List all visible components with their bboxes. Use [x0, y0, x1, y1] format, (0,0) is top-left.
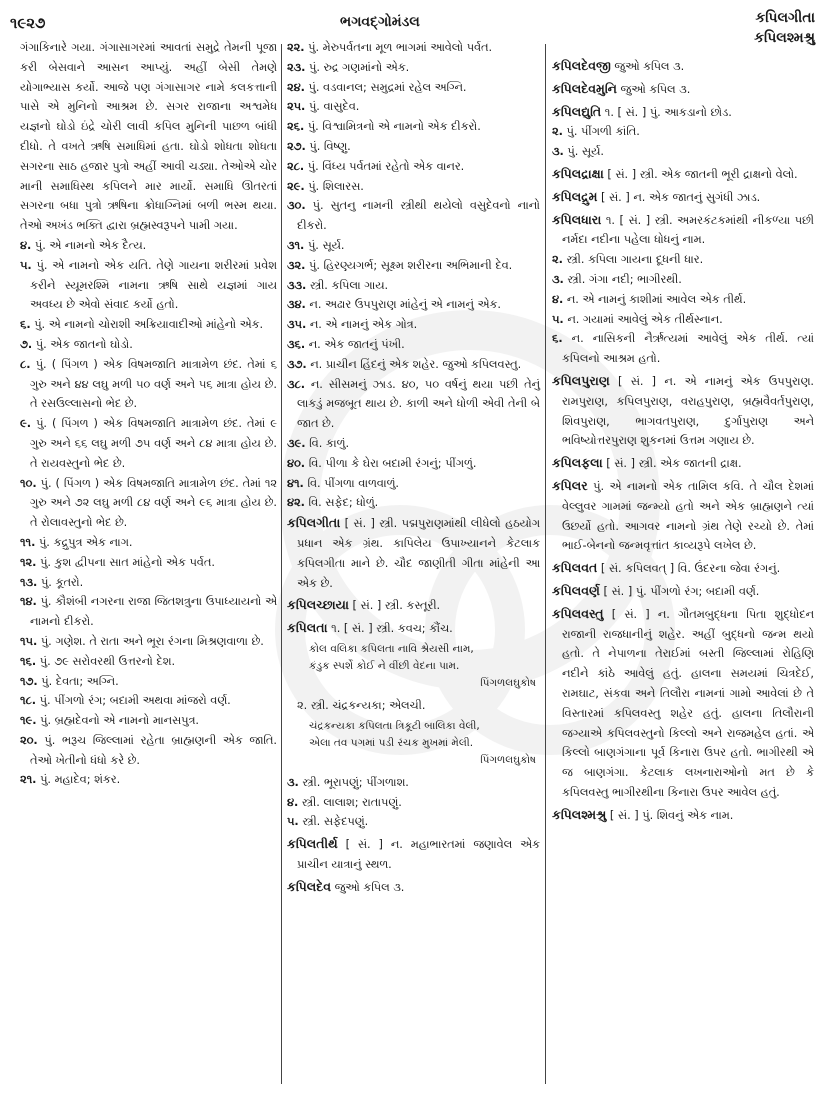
- entry-kapiladyuti: [552, 102, 814, 162]
- sense: [287, 58, 540, 78]
- sense-text: પું. કુશ દ્વીપના સાત માંહેનો એક પર્વત.: [40, 555, 215, 569]
- sense-text: સ્ત્રી. ગંગા નદી; ભાગીરથી.: [567, 272, 682, 286]
- sense: [287, 812, 540, 832]
- sense-text: પું. કૂતરો.: [40, 575, 84, 589]
- sense-text: ન. એક જાતનું પંખી.: [308, 337, 405, 351]
- sense: [20, 236, 277, 256]
- sense-text: પું. કદ્રુપુત્ર એક નાગ.: [38, 535, 133, 549]
- sense-number: ૨૮.: [287, 159, 305, 173]
- sense-number: ૩૨.: [287, 258, 306, 272]
- sense-number: ૨૨.: [287, 41, 305, 54]
- sense: [20, 731, 277, 771]
- sense-text: પું. એક જાતનો ઘોડો.: [35, 337, 133, 351]
- sense-number: ૩૧.: [287, 238, 305, 252]
- headword: કપિલશ્મશ્રુ: [552, 806, 607, 822]
- sense-number: ૧૩.: [20, 575, 38, 589]
- headword: કપિલવસ્તુ: [552, 605, 604, 621]
- headword: કપિલદેવ: [287, 878, 331, 894]
- sense: [20, 592, 277, 632]
- sense: [20, 533, 277, 553]
- sense: [552, 270, 814, 290]
- entry-kapilata: [287, 618, 540, 832]
- sense-text: સ્ત્રી. લાલાશ; રાતાપણું.: [301, 795, 402, 809]
- definition: ૧. [ સં. ] સ્ત્રી. અમરકંટકમાંથી નીકળ્યા પછી નર્મદા નદીના પહેલા ધોધનું નામ.: [562, 213, 815, 247]
- sense-text: વિ. સફેદ; ધોળું.: [308, 496, 379, 510]
- column-3: [552, 38, 814, 827]
- sense: [287, 276, 540, 296]
- sense-number: ૪૧.: [287, 476, 304, 490]
- sense-number: ૩૪.: [287, 298, 306, 312]
- sense: [287, 157, 540, 177]
- definition: [ સં. ] પું. શિવનું એક નામ.: [609, 808, 734, 822]
- sense-text: સ્ત્રી. કપિલા ગાય.: [309, 278, 389, 292]
- sense: [287, 375, 540, 434]
- sense-number: ૩.: [552, 272, 564, 286]
- sense-number: ૩.: [287, 775, 299, 789]
- sense-number: ૨૭.: [287, 139, 306, 153]
- dictionary-entry: [287, 834, 540, 875]
- sense-number: ૧૦.: [20, 476, 37, 490]
- entry-list: [552, 164, 814, 208]
- sense-number: ૧૪.: [20, 595, 37, 609]
- sense: [552, 290, 814, 310]
- entry-list: [287, 513, 540, 616]
- definition: [ સં. ] ન. એક જાતનું સુગંધી ઝાડ.: [601, 190, 761, 204]
- definition: ૧. [ સં. ] પું. આકડાનો છોડ.: [604, 105, 732, 119]
- sense-number: ૧૧.: [20, 535, 36, 549]
- dictionary-entry: [287, 513, 540, 593]
- sense-number: ૪.: [552, 292, 564, 306]
- definition: [ સં. ] સ્ત્રી. કસ્તૂરી.: [352, 599, 441, 613]
- sense-number: ૪૨.: [287, 496, 305, 510]
- sense-text: ન. નાસિકની નૈર્ઋત્યમાં આવેલું એક તીર્થ. ત્યાં કપિલનો આશ્રમ હતો.: [562, 332, 814, 366]
- sense-number: ૩૩.: [287, 278, 307, 292]
- entry-kapiladhara: [552, 210, 814, 369]
- sense-number: ૧૭.: [20, 674, 38, 688]
- sense: [287, 117, 540, 137]
- sense-number: ૩૦.: [287, 199, 306, 213]
- sense-number: ૫.: [287, 815, 299, 829]
- sense: [287, 335, 540, 355]
- sense-text: ન. એ નામનું એક ગોત્ર.: [309, 318, 418, 332]
- sense: [287, 38, 540, 58]
- sense-text: પું. બ્રહ્મદેવનો એ નામનો માનસપુત્ર.: [40, 714, 200, 728]
- verse-source: પિંગળલઘુકોષ: [480, 676, 536, 689]
- sense-number: ૧૯.: [20, 714, 37, 728]
- verse-quote: [287, 641, 540, 675]
- sense-number: ૪.: [287, 795, 299, 809]
- sense-number: ૨.: [552, 253, 563, 267]
- sense-text: પું. વિશ્વામિત્રનો એ નામનો એક દીકરો.: [307, 120, 481, 134]
- sense-text: પું. મેરુપર્વતના મૂળ ભાગમાં આવેલો પર્વત.: [308, 41, 493, 54]
- definition: [ સં. ] પું. પીંગળો રંગ; બદામી વર્ણ.: [603, 584, 760, 598]
- dictionary-entry: [552, 581, 814, 602]
- entry-list: [287, 834, 540, 897]
- sense-text: પું. રુદ્ર ગણમાંનો એક.: [309, 60, 410, 74]
- sense-text: ન. સીસમનું ઝાડ. ૪૦, ૫૦ વર્ષનું થયા પછી તેનું લાકડું મજબૂત થાય છે. કાળી અને ધોળી એવી તેની બે જાત છે.: [297, 377, 540, 431]
- guide-word-first: કપિલગીતા: [755, 10, 815, 26]
- dictionary-entry: [552, 558, 814, 579]
- headword: કપિલતા: [287, 620, 328, 636]
- sense: [552, 310, 814, 330]
- definition: જુઓ કપિલ ૩.: [620, 82, 691, 96]
- verse-line: ચંદ્રકન્યકા કપિલતા ત્રિકૂટી બાલિકા વેલી,: [309, 719, 480, 732]
- column-divider: [545, 44, 546, 1084]
- dictionary-entry: [552, 453, 814, 474]
- sense-text: પું. કૌશંબી નગરના રાજા જિતશત્રુના ઉપાધ્યાયનો એ નામનો દીકરો.: [30, 595, 277, 629]
- sense-number: ૨૦.: [20, 733, 38, 747]
- verse-line: કોલ વલિકા કપિલતા નાવિ શ્રેયસી નામ,: [309, 642, 474, 655]
- dictionary-entry: [552, 56, 814, 77]
- sense: [287, 177, 540, 197]
- sense-number: ૨.: [552, 125, 563, 139]
- column-2: [287, 38, 540, 899]
- sense: [287, 295, 540, 315]
- sense-text: વિ. પીંગળા વાળવાળું.: [307, 476, 400, 490]
- verse-line: એલા તવ પગમાં પડી રંચક મુખમાં મેલી.: [309, 736, 474, 749]
- sense-text: પું. દેવતા; અગ્નિ.: [41, 674, 119, 688]
- definition: પું. એ નામનો એક તામિલ કવિ. તે ચૌલ દેશમાં વેલ્લુવર ગામમાં જન્મ્યો હતો અને એક બ્રાહ્મણને ત્યાં ઉછર્યો હતો. આગવર નામનો ગ્રંથ તેણે રચ્યો છે. તેમાં ભાઈ-બેનનો જન્મવૃત્તાંત કાવ્યરૂપે લખેલ છે.: [562, 479, 815, 553]
- sense-number: ૪.: [20, 238, 32, 252]
- sense-text: ન. ગયામાં આવેલું એક તીર્થસ્નાન.: [567, 312, 723, 326]
- headword: કપિલવર્ણ: [552, 582, 600, 598]
- sense: [287, 355, 540, 375]
- sense-text: પું. ( પિંગળ ) એક વિષમજાતિ માત્રામેળ છંદ. તેમાં ૯ ગુરુ અને ૬૬ લઘુ મળી ૭૫ વર્ણ અને ૮૪ માત્રા હોય છે. તે રાયવસ્તુનો ભેદ છે.: [30, 417, 277, 470]
- headword: કપિલફલા: [552, 455, 603, 471]
- dictionary-entry: [552, 79, 814, 100]
- sense: [552, 250, 814, 270]
- definition: [ સં. કપિલવત્ ] વિ. ઉંદરના જેવા રંગનું.: [600, 562, 781, 576]
- headword: કપિલદેવજી: [552, 58, 611, 73]
- page-header: [0, 0, 825, 46]
- sense: [287, 793, 540, 813]
- dictionary-entry: [287, 595, 540, 616]
- sense: [20, 573, 277, 593]
- sense: [20, 256, 277, 315]
- sense: [20, 770, 277, 790]
- sense-number: ૬.: [552, 332, 563, 346]
- sense-number: ૨૪.: [287, 80, 305, 94]
- sense: [287, 236, 540, 256]
- sense-number: ૨૩.: [287, 60, 306, 74]
- sense-text: પું. ૭૯ સરોવરથી ઉત્તરનો દેશ.: [39, 654, 176, 668]
- sense: [287, 137, 540, 157]
- sense-text: પું. એ નામનો ચોરાશી અક્રિયાવાદીઓ માંહેનો એક.: [34, 318, 264, 332]
- dictionary-entry: [287, 877, 540, 898]
- sense-text: વિ. પીળા કે ઘેરા બદામી રંગનું; પીંગળું.: [308, 456, 477, 470]
- sense-number: ૧૨.: [20, 555, 37, 569]
- sense-text: પું. વિષ્ણુ.: [309, 139, 351, 153]
- definition: ૧. [ સં. ] સ્ત્રી. કવચ; કૌંચ.: [331, 622, 453, 636]
- dictionary-entry: [552, 604, 814, 803]
- sense: [287, 256, 540, 276]
- sense-text: પું. ભરૂચ જિલ્લામાં રહેતા બ્રાહ્મણની એક જાતિ. તેઓ ખેતીનો ધંધો કરે છે.: [30, 733, 277, 767]
- sense-text: સ્ત્રી. સફેદપણું.: [302, 815, 369, 829]
- sense-list: [552, 122, 814, 162]
- sense-text: સ્ત્રી. કપિલા ગાયના દૂધની ધાર.: [566, 253, 704, 267]
- dictionary-entry: [552, 187, 814, 208]
- headword: કપિલધારા: [552, 211, 602, 227]
- headword: કપિલગીતા: [287, 515, 341, 531]
- sense-text: પું. એ નામનો એક યતિ. તેણે ગાયના શરીરમાં પ્રવેશ કરીને સ્યૂમરશ્મિ નામના ઋષિ સાથે યજ્ઞમાં ગાય અવધ્ય છે એવો સંવાદ કર્યો હતો.: [30, 258, 277, 312]
- sense-list: [20, 236, 277, 790]
- sense: [287, 97, 540, 117]
- sense: [287, 196, 540, 236]
- definition: [ સં. ] ન. ગૌતમબુદ્ધના પિતા શુદ્ધોદન રાજાની રાજધાનીનું શહેર. અહીં બુદ્ધનો જન્મ થયો હતો. તે નેપાળના તેરાઈમાં બસ્તી જિલ્લામાં રોહિણિ નદીને કાંઠે આવેલું હતું. હાલના સમયમાં ચિત્રદેઈ, રામઘાટ, સંકવા અને તિલૌરા નામનાં ગામો આવેલાં છે તે વિસ્તારમાં કપિલવસ્તુ શહેર હતું. હાલના તિલૌરાની જગ્યાએ કપિલવસ્તુનો કિલ્લો અને રાજમહેલ હતાં. એ કિલ્લો બાણગંગાના પૂર્વ કિનારા ઉપર હતો. ભાગીરથી એ જ બાણગંગા. કેટલાક લખનારાઓનો મત છે કે કપિલવસ્તુ ભાગીરથીના કિનારા ઉપર આવેલ હતું.: [562, 607, 815, 799]
- definition: જુઓ કપિલ ૩.: [614, 60, 685, 73]
- sense-number: ૧૮.: [20, 694, 37, 708]
- sense-number: ૨૬.: [287, 120, 305, 134]
- sense-text: વિ. કાળું.: [309, 436, 350, 450]
- sense-text: પું. એ નામનો એક દૈત્ય.: [34, 238, 147, 252]
- sense-number: ૭.: [20, 337, 33, 351]
- sense: [552, 122, 814, 142]
- definition: [ સં. ] સ્ત્રી. એક જાતની દ્રાક્ષ.: [606, 457, 742, 471]
- headword: કપિલતીર્થ: [287, 836, 338, 852]
- sense-text: ન. અઢાર ઉપપુરાણ માંહેનું એ નામનું એક.: [309, 298, 501, 312]
- headword: કપિલદ્રાક્ષા: [552, 165, 604, 181]
- sense: [287, 493, 540, 513]
- sense-text: પું. વડવાનલ; સમુદ્રમાં રહેલ અગ્નિ.: [308, 80, 467, 94]
- definition: [ સં. ] સ્ત્રી. પદ્મપુરાણમાંથી લીધેલો હઠયોગ પ્રધાન એક ગ્રંથ. કાપિલેય ઉપાખ્યાનને કેટલાક કપિલગીતા માને છે. ચૌદ જાણીતી ગીતા માંહેની આ એક છે.: [297, 517, 541, 590]
- sense: [20, 474, 277, 533]
- headword: કપિલચ્છાયા: [287, 597, 349, 613]
- sense-text: ન. એ નામનું કાશીમાં આવેલ એક તીર્થ.: [566, 292, 747, 306]
- sense-number: ૧૫.: [20, 634, 38, 648]
- sense-text: પું. મહાદેવ; શંકર.: [40, 773, 121, 787]
- sense-number: ૧૬.: [20, 654, 37, 668]
- sense: [20, 414, 277, 473]
- verse-source: પિંગળલઘુકોષ: [480, 753, 536, 766]
- sense: [287, 78, 540, 98]
- entry-list: [552, 371, 814, 826]
- sense-text: પું. સુતનુ નામની સ્ત્રીથી થયેલો વસુદેવનો નાનો દીકરો.: [297, 199, 541, 233]
- guide-word-last: કપિલશ્મશ્રુ: [754, 30, 815, 46]
- sense-number: ૮.: [20, 357, 31, 371]
- sense-text: સ્ત્રી. ભૂરાપણું; પીંગળાશ.: [302, 775, 409, 789]
- sense-number: ૩૯.: [287, 436, 306, 450]
- sense: [20, 691, 277, 711]
- page-number: ૧૯૨૭: [10, 14, 46, 32]
- headword: કપિલપુરાણ: [552, 372, 610, 388]
- sense: [20, 711, 277, 731]
- sense-number: ૪૦.: [287, 456, 306, 470]
- dictionary-entry: [552, 164, 814, 185]
- sense: [20, 335, 277, 355]
- sense-number: ૬.: [20, 318, 31, 332]
- definition: જુઓ કપિલ ૩.: [334, 880, 405, 894]
- sense-number: ૫.: [552, 312, 564, 326]
- headword: કપિલદ્રુમ: [552, 188, 598, 204]
- sense-text: પું. વાસુદેવ.: [308, 100, 360, 114]
- sense-text: પું. શિલારસ.: [308, 179, 364, 193]
- sense-list: [552, 250, 814, 369]
- sense-text: પું. સૂર્ય.: [307, 238, 345, 252]
- sense-list: [287, 773, 540, 832]
- sense-number: ૩૮.: [287, 377, 306, 391]
- sense: [287, 454, 540, 474]
- running-title: ભગવદ્ગોમંડલ: [340, 14, 420, 30]
- definition: [ સં. ] સ્ત્રી. એક જાતની ભૂરી દ્રાક્ષનો વેલો.: [607, 167, 798, 181]
- entry-continuation: ગંગાકિનારે ગયા. ગંગાસાગરમાં આવતાં સમુદ્રે તેમની પૂજા કરી બેસવાને આસન આપ્યું. અહીં બેસી તેમણે યોગાભ્યાસ કર્યો. આજે પણ ગંગાસાગર નામે કલકત્તાની પાસે એ મુનિનો આશ્રમ છે. સગર રાજાના અશ્વમેધ યજ્ઞનો ઘોડો ઇંદ્રે ચોરી લાવી કપિલ મુનિની પાછળ બાંધી દીધો. તે વખતે ઋષિ સમાધિમાં હતા. ઘોડો શોધતા શોધતા સગરના સાઠ હજાર પુત્રો અહીં આવી ચડ્યા. તેઓએ ચોર માની સમાધિસ્થ કપિલને માર માર્યો. સમાધિ ઊતરતાં સગરના બધા પુત્રો ઋષિના ક્રોધાગ્નિમાં બળી ભસ્મ થયા. તેઓ અખંડ ભક્તિ દ્વારા બ્રહ્મસ્વરૂપને પામી ગયા.: [20, 41, 277, 233]
- sense-text: પું. ( પિંગળ ) એક વિષમજાતિ માત્રામેળ છંદ. તેમાં ૧૨ ગુરુ અને ૭૨ લઘુ મળી ૮૪ વર્ણ અને ૯૬ માત્રા હોય છે. તે રોલાવસ્તુનો ભેદ છે.: [30, 476, 277, 530]
- sense-text: પું. પીંગળો રંગ; બદામી અથવા માંજરો વર્ણ.: [39, 694, 231, 708]
- sense: [287, 434, 540, 454]
- headword: કપિલદેવમુનિ: [552, 80, 617, 96]
- sense-number: ૨૯.: [287, 179, 305, 193]
- headword: કપિલર: [552, 477, 588, 493]
- sense-number: ૩૫.: [287, 318, 307, 332]
- sense-number: ૩૭.: [287, 357, 307, 371]
- definition: [ સં. ] ન. એ નામનું એક ઉપપુરાણ. રામપુરાણ, કપિલપુરાણ, વરાહપુરાણ, બ્રહ્મવૈવર્તપુરાણ, શિવપુરાણ, ભાગવતપુરાણ, દુર્ગાપુરાણ અને ભવિષ્યોત્તરપુરાણ શુકનમાં ઉત્તમ ગણાય છે.: [562, 374, 815, 448]
- sense: [552, 329, 814, 369]
- sense-number: ૯.: [20, 417, 31, 431]
- sense: [552, 142, 814, 162]
- sense: [20, 315, 277, 335]
- column-1: [20, 38, 277, 790]
- dictionary-entry: [552, 476, 814, 556]
- column-divider: [281, 44, 282, 1084]
- sense-list: [287, 38, 540, 513]
- sense: [287, 315, 540, 335]
- headword: કપિલદ્યુતિ: [552, 103, 602, 119]
- sense-text: પું. ગણેશ. તે રાતા અને ભૂરા રંગના મિશ્રણવાળા છે.: [40, 634, 264, 648]
- sense-number: ૨૫.: [287, 100, 306, 114]
- dictionary-entry: [552, 805, 814, 826]
- sense: [287, 474, 540, 494]
- sense: [20, 632, 277, 652]
- verse-quote: [287, 718, 540, 752]
- sense-number: ૩૬.: [287, 337, 306, 351]
- definition: [ સં. ] ન. મહાભારતમાં જણાવેલ એક પ્રાચીન યાત્રાનું સ્થળ.: [297, 838, 540, 871]
- dictionary-entry: [552, 371, 814, 451]
- sense-text: પું. વિંધ્ય પર્વતમાં રહેતો એક વાનર.: [307, 159, 465, 173]
- sense-text: ન. પ્રાચીન હિંદનું એક શહેર. જુઓ કપિલવસ્તુ.: [310, 357, 522, 371]
- sense-number: ૨૧.: [20, 773, 37, 787]
- sense-number: ૫.: [20, 258, 32, 272]
- entry-list: [552, 56, 814, 100]
- sense: [20, 355, 277, 414]
- sense: [20, 672, 277, 692]
- headword: કપિલવત: [552, 560, 598, 576]
- sense: [287, 773, 540, 793]
- verse-line: કંડુક સ્પર્શે કોઈ ને વીંછી વેદના પામ.: [309, 659, 460, 672]
- sense-text: પું. પીંગળી કાંતિ.: [566, 125, 640, 139]
- sense-text: પું. હિરણ્યગર્ભ; સૂક્ષ્મ શરીરના અભિમાની દેવ.: [309, 258, 513, 272]
- sense-text: પું. ( પિંગળ ) એક વિષમજાતિ માત્રામેળ છંદ. તેમાં ૬ ગુરુ અને ૪૪ લઘુ મળી ૫૦ વર્ણ અને ૫૬ માત્રા હોય છે. તે રસઉલ્લાસનો ભેદ છે.: [30, 357, 278, 411]
- sense-text: પું. સૂર્ય.: [567, 145, 604, 159]
- sense-number: ૩.: [552, 145, 564, 159]
- sense: [20, 652, 277, 672]
- sense: ૨. સ્ત્રી. ચંદ્રકન્યકા; એલચી.: [297, 698, 426, 712]
- sense: [20, 553, 277, 573]
